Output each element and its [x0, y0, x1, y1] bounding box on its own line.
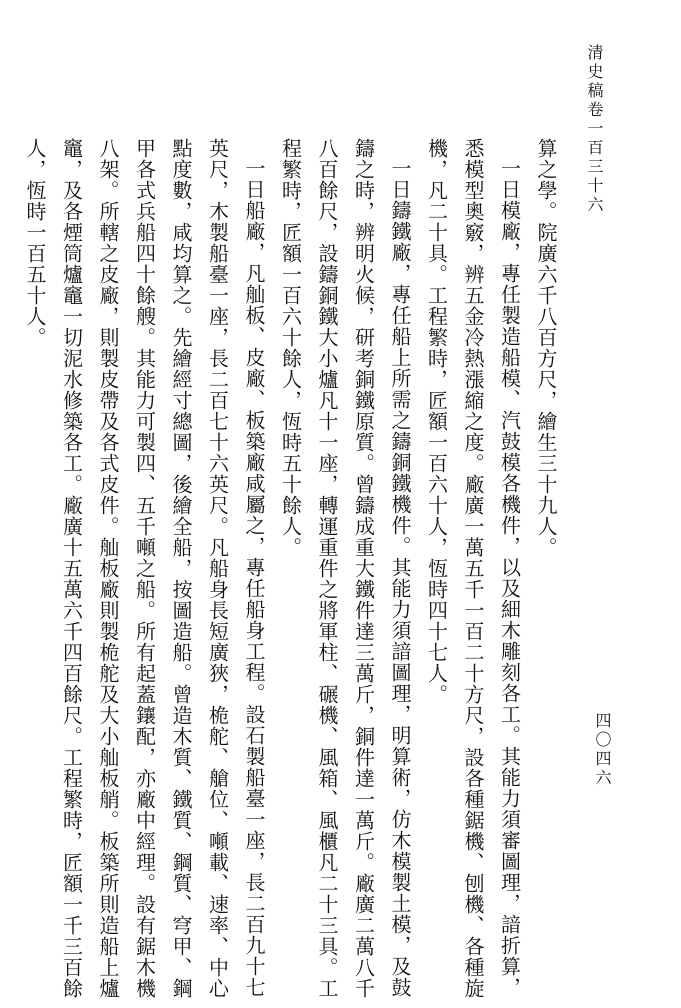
paragraph-3: 一日鑄鐵廠，專任船上所需之鑄銅鐵機件。其能力須諳圖理，明算術，仿木模製土模，及鼓鑄之時，辨明火候，研考銅鐵原質。曾鑄成重大鐵件達三萬斤，銅件達一萬斤。廠廣二萬八千八百餘尺，設鑄銅鐵大小爐凡十一座，轉運重件之將軍柱、碾機、風箱、風櫃凡二十三具。工程繁時，匠額一百六十餘人，恆時五十餘人。: [278, 138, 412, 999]
page-number: 四〇四六: [593, 712, 612, 788]
paragraph-1: 算之學。院廣六千八百方尺，繪生三十九人。: [534, 138, 558, 558]
paragraph-4: 一日船廠，凡舢板、皮廠、板築廠咸屬之，專任船身工程。設石製船臺一座，長二百九十七英尺，木製船臺一座，長二百七十六英尺。凡船身長短廣狹，桅舵、艙位、噸載、速率、中心點度數，咸均算之。先繪經寸總圖，後繪全船，按圖造船。曾造木質、鐵質、鋼質、穹甲、鋼甲各式兵船四十餘艘。其能力可製四、五千噸之船。所有起蓋鑲配，亦廠中經理。設有鋸木機八架。所轄之皮廠，則製皮帶及各式皮件。舢板廠則製桅舵及大小舢板艄。板築所則造船上爐竈，及各煙筒爐竈一切泥水修築各工。廠廣十五萬六千四百餘尺。工程繁時，匠額一千三百餘人，恆時一百五十人。: [23, 138, 266, 999]
paragraph-2: 一日模廠，專任製造船模、汽鼓模各機件，以及細木雕刻各工。其能力須審圖理，諳折算，悉模型奧竅，辨五金冷熱漲縮之度。廠廣一萬五千一百二十方尺，設各種鋸機、刨機、各種旋機，凡二十具。工程繁時，匠額一百六十人，恆時四十七人。: [424, 138, 522, 999]
running-title: 清史稿卷一百三十六: [585, 44, 604, 215]
vertical-body-text: [17, 138, 565, 1008]
